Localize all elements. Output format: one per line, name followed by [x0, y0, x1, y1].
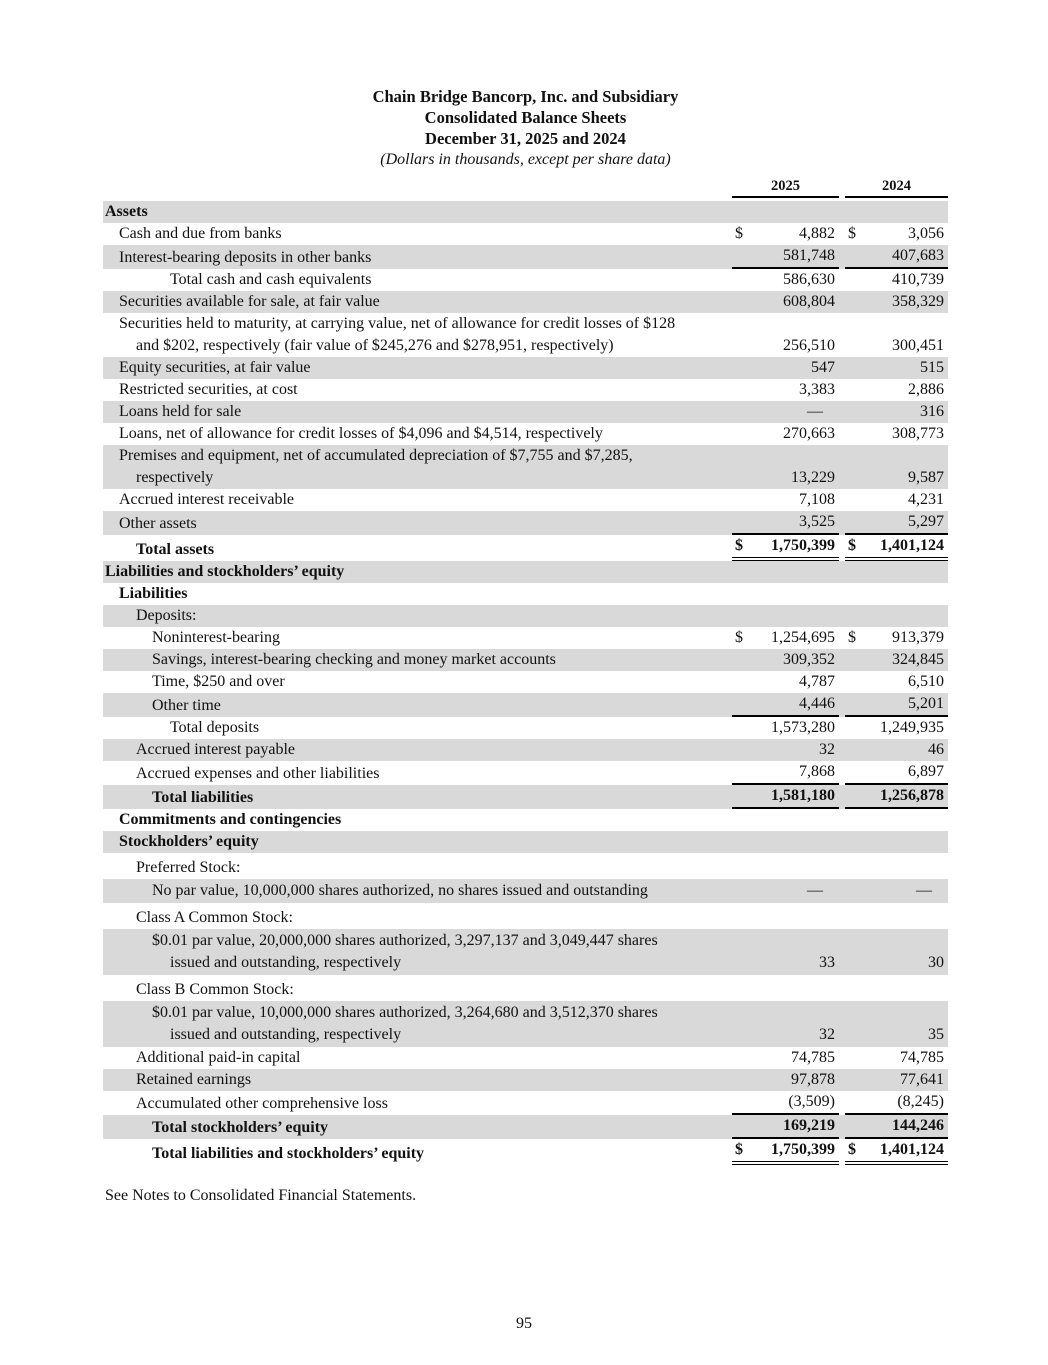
amount: 4,446 — [799, 695, 835, 712]
amount: 324,845 — [892, 651, 944, 668]
value-2025 — [732, 907, 839, 929]
value-2025 — [732, 291, 839, 313]
value-2025 — [732, 561, 839, 583]
amount: — — [807, 403, 823, 420]
amount: 1,249,935 — [880, 719, 944, 736]
value-2024 — [845, 951, 948, 975]
table-row — [103, 1115, 948, 1139]
row-label: Commitments and contingencies — [119, 811, 342, 828]
table-row — [103, 379, 948, 401]
value-2025 — [732, 979, 839, 1001]
value-2024 — [845, 809, 948, 831]
row-label: Other assets — [119, 515, 197, 532]
currency-symbol: $ — [848, 1141, 856, 1158]
amount: 4,787 — [799, 673, 835, 690]
table-row — [103, 717, 948, 739]
amount: 46 — [928, 741, 944, 758]
row-label: No par value, 10,000,000 shares authorized, no shares issued and outstanding — [152, 882, 648, 899]
value-2025 — [732, 467, 839, 489]
amount: 6,897 — [908, 763, 944, 780]
amount: 1,581,180 — [771, 787, 835, 804]
value-2025 — [732, 423, 839, 445]
amount: 3,525 — [799, 513, 835, 530]
row-label: Loans, net of allowance for credit losses of $4,096 and $4,514, respectively — [119, 425, 603, 442]
value-2024 — [845, 583, 948, 605]
amount: 358,329 — [892, 293, 944, 310]
table-row — [103, 489, 948, 511]
currency-symbol: $ — [735, 225, 743, 242]
value-2025 — [732, 857, 839, 879]
amount: 256,510 — [783, 337, 835, 354]
value-2025 — [732, 335, 839, 357]
value-2024 — [845, 717, 948, 739]
table-row — [103, 785, 948, 809]
value-2024 — [845, 831, 948, 853]
value-2025 — [732, 671, 839, 693]
currency-symbol: $ — [848, 537, 856, 554]
value-2025 — [732, 511, 839, 535]
table-row — [103, 1001, 948, 1047]
amount: (8,245) — [897, 1093, 944, 1110]
row-label: Interest-bearing deposits in other banks — [119, 249, 372, 266]
value-2024 — [845, 467, 948, 489]
row-label: Securities available for sale, at fair value — [119, 293, 380, 310]
value-2025 — [732, 785, 839, 809]
value-2024 — [845, 857, 948, 879]
amount: 407,683 — [892, 247, 944, 264]
row-label: Assets — [105, 203, 148, 220]
balance-sheet-table — [103, 201, 948, 1165]
row-label: Total stockholders’ equity — [152, 1119, 329, 1136]
table-row — [103, 423, 948, 445]
value-2025 — [732, 1139, 839, 1165]
amount: 1,256,878 — [880, 787, 944, 804]
row-label: Stockholders’ equity — [119, 833, 259, 850]
currency-symbol: $ — [735, 629, 743, 646]
amount: 4,231 — [908, 491, 944, 508]
row-label: Accrued expenses and other liabilities — [136, 765, 380, 782]
amount: 913,379 — [892, 629, 944, 646]
amount: 7,868 — [799, 763, 835, 780]
value-2024 — [845, 1115, 948, 1139]
table-row — [103, 535, 948, 561]
amount: 33 — [819, 954, 835, 971]
value-2024 — [845, 1023, 948, 1047]
row-label: $0.01 par value, 20,000,000 shares authorized, 3,297,137 and 3,049,447 shares issued and outstanding, respectively — [152, 932, 658, 971]
value-2024 — [845, 979, 948, 1001]
row-label: Class A Common Stock: — [136, 909, 293, 926]
amount: 1,750,399 — [771, 537, 835, 554]
value-2024 — [845, 739, 948, 761]
row-label: Total assets — [136, 541, 215, 558]
row-label: Savings, interest-bearing checking and money market accounts — [152, 651, 556, 668]
value-2024 — [845, 291, 948, 313]
units-note: (Dollars in thousands, except per share data) — [380, 151, 671, 168]
amount: 410,739 — [892, 271, 944, 288]
value-2024 — [845, 223, 948, 245]
currency-symbol: $ — [735, 537, 743, 554]
value-2025 — [732, 693, 839, 717]
amount: 97,878 — [791, 1071, 835, 1088]
row-label: Loans held for sale — [119, 403, 242, 420]
row-label: Liabilities — [119, 585, 188, 602]
value-2025 — [732, 379, 839, 401]
row-label: Accrued interest payable — [136, 741, 296, 758]
column-header-2025: 2025 — [732, 177, 839, 198]
amount: 9,587 — [908, 469, 944, 486]
table-row — [103, 357, 948, 379]
currency-symbol: $ — [848, 225, 856, 242]
value-2024 — [845, 357, 948, 379]
amount: — — [807, 882, 823, 899]
table-row — [103, 401, 948, 423]
row-label: Restricted securities, at cost — [119, 381, 298, 398]
value-2025 — [732, 1091, 839, 1115]
amount: 1,254,695 — [771, 629, 835, 646]
row-label: Securities held to maturity, at carrying value, net of allowance for credit losses of $128 and $202, respectively (fair value of $245,276 and $278,951, respectively) — [119, 315, 676, 354]
column-header-row — [103, 177, 948, 198]
value-2025 — [732, 489, 839, 511]
value-2024 — [845, 379, 948, 401]
row-label: Accumulated other comprehensive loss — [136, 1095, 388, 1112]
amount: 7,108 — [799, 491, 835, 508]
table-row — [103, 831, 948, 853]
amount: 5,201 — [908, 695, 944, 712]
table-row — [103, 245, 948, 269]
value-2024 — [845, 1091, 948, 1115]
amount: 3,383 — [799, 381, 835, 398]
row-label: Liabilities and stockholders’ equity — [105, 563, 345, 580]
amount: 308,773 — [892, 425, 944, 442]
value-2025 — [732, 761, 839, 785]
table-row — [103, 1139, 948, 1165]
amount: 1,401,124 — [880, 537, 944, 554]
value-2024 — [845, 245, 948, 269]
amount: 586,630 — [783, 271, 835, 288]
table-row — [103, 561, 948, 583]
table-row — [103, 223, 948, 245]
table-row — [103, 761, 948, 785]
currency-symbol: $ — [848, 629, 856, 646]
row-label: Time, $250 and over — [152, 673, 285, 690]
value-2025 — [732, 1069, 839, 1091]
row-label: Class B Common Stock: — [136, 981, 294, 998]
statement-title: Consolidated Balance Sheets — [424, 108, 627, 127]
table-row — [103, 511, 948, 535]
table-row — [103, 291, 948, 313]
amount: 316 — [920, 403, 944, 420]
amount: 608,804 — [783, 293, 835, 310]
row-label: Additional paid-in capital — [136, 1049, 301, 1066]
table-row — [103, 879, 948, 903]
value-2024 — [845, 879, 948, 903]
table-row — [103, 979, 948, 1001]
value-2024 — [845, 605, 948, 627]
table-row — [103, 649, 948, 671]
value-2025 — [732, 627, 839, 649]
amount: 77,641 — [900, 1071, 944, 1088]
table-row — [103, 809, 948, 831]
row-label: Retained earnings — [136, 1071, 252, 1088]
table-row — [103, 627, 948, 649]
table-row — [103, 269, 948, 291]
amount: 144,246 — [892, 1117, 944, 1134]
row-label: Total liabilities and stockholders’ equity — [152, 1145, 425, 1162]
table-row — [103, 201, 948, 223]
row-label: Premises and equipment, net of accumulated depreciation of $7,755 and $7,285, respectively — [119, 447, 633, 486]
amount: (3,509) — [788, 1093, 835, 1110]
amount: 515 — [920, 359, 944, 376]
row-label: Noninterest-bearing — [152, 629, 280, 646]
page-number: 95 — [516, 1315, 532, 1332]
table-row — [103, 739, 948, 761]
value-2025 — [732, 201, 839, 223]
value-2025 — [732, 739, 839, 761]
value-2025 — [732, 649, 839, 671]
table-row — [103, 583, 948, 605]
amount: 581,748 — [783, 247, 835, 264]
value-2024 — [845, 907, 948, 929]
table-row — [103, 907, 948, 929]
amount: 74,785 — [791, 1049, 835, 1066]
table-row — [103, 929, 948, 975]
value-2025 — [732, 583, 839, 605]
amount: 1,573,280 — [771, 719, 835, 736]
amount: 3,056 — [908, 225, 944, 242]
row-label: Equity securities, at fair value — [119, 359, 311, 376]
amount: 547 — [811, 359, 835, 376]
row-label: Other time — [152, 697, 221, 714]
row-label: Total cash and cash equivalents — [170, 271, 372, 288]
value-2024 — [845, 335, 948, 357]
row-label: Deposits: — [136, 607, 197, 624]
company-title: Chain Bridge Bancorp, Inc. and Subsidiary — [372, 87, 679, 106]
value-2025 — [732, 401, 839, 423]
value-2024 — [845, 511, 948, 535]
row-label: Total deposits — [170, 719, 260, 736]
value-2025 — [732, 357, 839, 379]
value-2025 — [732, 1115, 839, 1139]
table-row — [103, 445, 948, 489]
value-2025 — [732, 1023, 839, 1047]
statement-dates: December 31, 2025 and 2024 — [425, 129, 626, 148]
amount: 1,401,124 — [880, 1141, 944, 1158]
row-label: Cash and due from banks — [119, 225, 282, 242]
value-2024 — [845, 535, 948, 561]
amount: — — [916, 882, 932, 899]
amount: 270,663 — [783, 425, 835, 442]
value-2025 — [732, 951, 839, 975]
amount: 169,219 — [783, 1117, 835, 1134]
amount: 6,510 — [908, 673, 944, 690]
value-2025 — [732, 223, 839, 245]
value-2025 — [732, 1047, 839, 1069]
table-row — [103, 671, 948, 693]
value-2024 — [845, 785, 948, 809]
amount: 32 — [819, 741, 835, 758]
amount: 309,352 — [783, 651, 835, 668]
currency-symbol: $ — [735, 1141, 743, 1158]
amount: 2,886 — [908, 381, 944, 398]
amount: 32 — [819, 1026, 835, 1043]
value-2024 — [845, 423, 948, 445]
table-row — [103, 857, 948, 879]
table-row — [103, 313, 948, 357]
document-header — [103, 86, 948, 170]
value-2025 — [732, 717, 839, 739]
amount: 74,785 — [900, 1049, 944, 1066]
amount: 5,297 — [908, 513, 944, 530]
value-2024 — [845, 649, 948, 671]
amount: 300,451 — [892, 337, 944, 354]
value-2024 — [845, 561, 948, 583]
amount: 30 — [928, 954, 944, 971]
value-2025 — [732, 245, 839, 269]
table-row — [103, 693, 948, 717]
row-label: Preferred Stock: — [136, 859, 241, 876]
column-header-2024: 2024 — [845, 177, 948, 198]
amount: 35 — [928, 1026, 944, 1043]
row-label: Accrued interest receivable — [119, 491, 295, 508]
value-2024 — [845, 1069, 948, 1091]
value-2024 — [845, 761, 948, 785]
value-2025 — [732, 269, 839, 291]
table-row — [103, 1069, 948, 1091]
value-2024 — [845, 401, 948, 423]
value-2025 — [732, 831, 839, 853]
footnote: See Notes to Consolidated Financial Statements. — [105, 1187, 417, 1204]
table-row — [103, 1091, 948, 1115]
value-2024 — [845, 1047, 948, 1069]
value-2024 — [845, 269, 948, 291]
value-2025 — [732, 809, 839, 831]
value-2025 — [732, 605, 839, 627]
value-2024 — [845, 671, 948, 693]
value-2024 — [845, 201, 948, 223]
value-2024 — [845, 693, 948, 717]
value-2024 — [845, 489, 948, 511]
amount: 4,882 — [799, 225, 835, 242]
amount: 1,750,399 — [771, 1141, 835, 1158]
table-row — [103, 605, 948, 627]
table-row — [103, 1047, 948, 1069]
amount: 13,229 — [791, 469, 835, 486]
value-2024 — [845, 627, 948, 649]
value-2025 — [732, 535, 839, 561]
row-label: $0.01 par value, 10,000,000 shares authorized, 3,264,680 and 3,512,370 shares issued and outstanding, respectively — [152, 1004, 658, 1043]
value-2024 — [845, 1139, 948, 1165]
row-label: Total liabilities — [152, 789, 254, 806]
value-2025 — [732, 879, 839, 903]
